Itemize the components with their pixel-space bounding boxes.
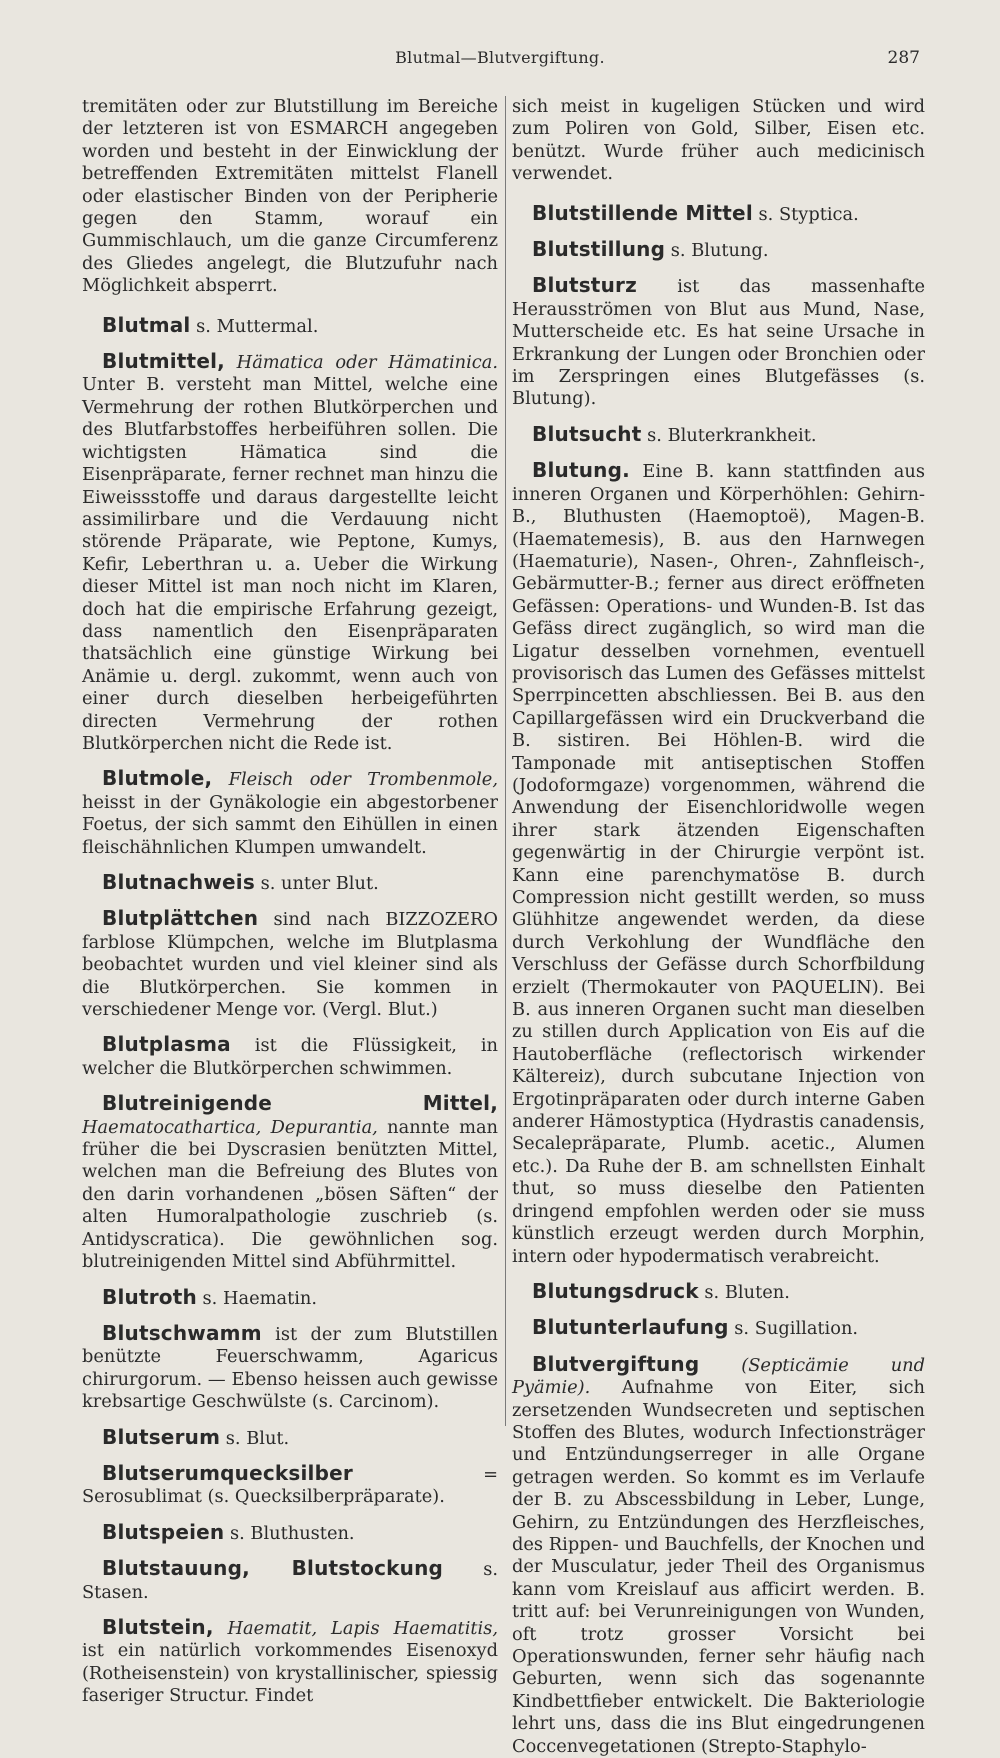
entry-text: s. Blut. xyxy=(220,1427,290,1449)
left-column xyxy=(82,96,499,1707)
entry-blutunterlaufung xyxy=(512,1316,925,1340)
entry-blutnachweis xyxy=(82,871,498,895)
entry-text: s. Bluthusten. xyxy=(224,1522,355,1544)
entry-text: ist ein natürlich vorkommendes Eisenoxyd (Rotheisenstein) von krystallinischer, spiessig faseriger Structur. Findet xyxy=(82,1640,498,1707)
entry-blutstillung xyxy=(512,238,925,262)
entry-keyword: Blutroth xyxy=(102,1284,197,1309)
entry-text: sind nach BIZZOZERO farblose Klümpchen, welche im Blutplasma beobachtet wurden und viel kleiner sind als die Blutkörperchen. Sie kommen in verschiedener Menge vor. (Vergl. Blut.) xyxy=(82,909,498,1021)
entry-text: ist die Flüssigkeit, in welcher die Blutkörperchen schwimmen. xyxy=(82,1035,498,1079)
entry-keyword: Blutplättchen xyxy=(102,906,259,931)
entry-text: ist der zum Blutstillen benützte Feuerschwamm, Agaricus chirurgorum. — Ebenso heissen auch gewisse krebsartige Geschwülste (s. Carcinom). xyxy=(82,1323,498,1413)
running-header xyxy=(80,48,920,72)
entry-blutmal xyxy=(82,314,498,338)
header-title: Blutmal—Blutvergiftung. xyxy=(395,48,605,67)
entry-text: Unter B. versteht man Mittel, welche eine Vermehrung der rothen Blutkörperchen und des Blutfarbstoffes herbeiführen sollen. Die wichtigsten Hämatica sind die Eisenpräparate, ferner rechnet man hinzu die Eiweissstoffe und daraus dargestellte leicht assimilirbare und die Verdauung nicht störende Präparate, wie Peptone, Kumys, Kefir, Leberthran u. a. Ueber die Wirkung dieser Mittel ist man noch nicht im Klaren, doch hat die empirische Erfahrung gezeigt, dass namentlich den Eisenpräparaten thatsächlich eine günstige Wirkung bei Anämie u. dergl. zukommt, wenn auch von einer durch dieselben herbeigeführten directen Vermehrung der rothen Blutkörperchen nicht die Rede ist. xyxy=(82,374,498,754)
right-column xyxy=(512,96,925,1757)
entry-keyword: Blutnachweis xyxy=(102,870,255,894)
entry-keyword: Blutstein, xyxy=(102,1614,214,1639)
entry-keyword: Blutsturz xyxy=(532,273,637,298)
entry-text: s. Haematin. xyxy=(196,1287,318,1309)
entry-text: Eine B. kann stattfinden aus inneren Organen und Körperhöhlen: Gehirn-B., Bluthusten (Haemoptoë), Magen-B. (Haematemesis), B. aus den Harnwegen (Haematurie), Nasen-, Ohren-, Zahnfleisch-, Gebärmutter-B.; ferner aus direct eröffneten Gefässen: Operations- und Wunden-B. Ist das Gefäss direct zugänglich, so wird man die Ligatur desselben vornehmen, eventuell provisorisch das Lumen des Gefässes mittelst Sperrpincetten abschliessen. Bei B. aus den Capillargefässen wird ein Druckverband die B. sistiren. Bei Höhlen-B. wird die Tamponade mit antiseptischen Stoffen (Jodoformgaze) vorgenommen, während die Anwendung der Eisenchloridwolle wegen ihrer stark ätzenden Eigenschaften gegenwärtig in der Chirurgie verpönt ist. Kann eine parenchymatöse B. durch Compression nicht gestillt werden, so muss Glühhitze angewendet werden, da diese durch Verkohlung der Wundfläche den Verschluss der Gefässe durch Schorfbildung erzielt (Thermokauter von PAQUELIN). Bei B. aus inneren Organen sucht man dieselben zu stillen durch Application von Eis auf die Hautoberfläche (reflectorisch wirkender Kältereiz), durch subcutane Injection von Ergotinpräparaten oder durch interne Gaben anderer Hämostyptica (Hydrastis canadensis, Secalepräparate, Plumb. acetic., Alumen etc.). Da Ruhe der B. am schnellsten Einhalt thut, so muss dieselbe den Patienten dringend empfohlen werden oder sie muss künstlich erzeugt werden durch Morphin, intern oder hypodermatisch verabreicht. xyxy=(512,461,925,1267)
entry-keyword: Blutstillung xyxy=(532,237,666,262)
entry-blutroth xyxy=(82,1286,498,1310)
page-number: 287 xyxy=(887,48,920,68)
entry-text: Aufnahme von Eiter, sich zersetzenden Wundsecreten und septischen Stoffen des Blutes, wodurch Infectionsträger und Entzündungserreger in alle Organe getragen werden. So kommt es im Verlaufe der B. zu Abscessbildung in Leber, Lunge, Gehirn, zu Entzündungen des Herzfleisches, des Rippen- und Bauchfells, der Knochen und der Musculatur, jeder Theil des Organismus kann vom Kreislauf aus afficirt werden. B. tritt auf: bei Verunreinigungen von Wunden, oft trotz grosser Vorsicht bei Operationswunden, ferner sehr häufig nach Geburten, wenn sich das sogenannte Kindbettfieber entwickelt. Die Bakteriologie lehrt uns, dass die ins Blut eingedrungenen Coccenvegetationen (Strepto-Staphylo- xyxy=(512,1377,925,1757)
entry-keyword: Blutplasma xyxy=(102,1032,231,1057)
entry-blutplasma xyxy=(82,1033,498,1080)
entry-blutmole xyxy=(82,767,498,859)
entry-text: nannte man früher die bei Dyscrasien benützten Mittel, welchen man die Befreiung des Blutes von den darin vorhandenen „bösen Säften“ der alten Humoralpathologie zuschrieb (s. Antidyscratica). Die gewöhnlichen sog. blutreinigenden Mittel sind Abführmittel. xyxy=(82,1116,499,1273)
entry-keyword: Blutsucht xyxy=(532,421,642,446)
entry-blutstein xyxy=(82,1616,498,1708)
entry-blutstauung xyxy=(82,1557,498,1604)
entry-keyword: Blutungsdruck xyxy=(532,1278,699,1303)
entry-text: s. Blutung. xyxy=(665,240,769,262)
entry-keyword: Blutmole, xyxy=(102,766,213,791)
entry-text: s. Muttermal. xyxy=(190,315,319,337)
entry-blutmittel xyxy=(82,350,498,755)
entry-italic: Haematocathartica, Depurantia, xyxy=(82,1116,378,1138)
entry-blutspeien xyxy=(82,1521,498,1545)
entry-blutsucht xyxy=(512,423,925,447)
entry-keyword: Blutserumquecksilber xyxy=(102,1460,353,1485)
entry-italic: (Septicämie und Pyämie). xyxy=(512,1354,925,1399)
entry-text: = Serosublimat (s. Quecksilberpräparate). xyxy=(82,1463,498,1508)
entry-keyword: Blutvergiftung xyxy=(532,1351,700,1376)
entry-blutreinigende-mittel xyxy=(82,1092,498,1273)
entry-text: heisst in der Gynäkologie ein abgestorbener Foetus, der sich sammt den Eihüllen in einen fleischähnlichen Klumpen umwandelt. xyxy=(82,791,498,858)
entry-blutsturz xyxy=(512,274,925,410)
entry-italic: Haematit, Lapis Haematitis, xyxy=(213,1617,498,1639)
entry-keyword: Blutmittel, xyxy=(102,349,225,374)
entry-keyword: Blutschwamm xyxy=(102,1320,262,1345)
entry-blutung xyxy=(512,459,925,1268)
entry-keyword: Blutserum xyxy=(102,1424,221,1449)
entry-keyword: Blutmal xyxy=(102,312,191,337)
entry-blutstillende-mittel xyxy=(512,202,925,226)
entry-text: s. unter Blut. xyxy=(254,873,379,894)
entry-blutungsdruck xyxy=(512,1280,925,1304)
entry-blutvergiftung xyxy=(512,1353,925,1758)
entry-blutserumquecksilber xyxy=(82,1462,498,1509)
entry-keyword: Blutspeien xyxy=(102,1519,225,1544)
entry-text: s. Bluten. xyxy=(698,1281,790,1303)
entry-text: s. Bluterkrankheit. xyxy=(641,424,817,446)
continuation-paragraph: tremitäten oder zur Blutstillung im Bereiche der letzteren ist von ESMARCH angegeben worden und besteht in der Einwicklung der betreffenden Extremitäten mittelst Flanell oder elastischer Binden von der Peripherie gegen den Stamm, worauf ein Gummischlauch, um die ganze Circumferenz des Gliedes angelegt, die Blutzufuhr nach Möglichkeit absperrt. xyxy=(82,96,498,297)
entry-keyword: Blutstauung, Blutstockung xyxy=(102,1556,444,1581)
entry-keyword: Blutreinigende Mittel, xyxy=(102,1091,498,1116)
column-divider xyxy=(505,96,506,1426)
entry-text: s. Sugillation. xyxy=(728,1318,859,1340)
entry-keyword: Blutstillende Mittel xyxy=(532,200,753,225)
entry-text: ist das massenhafte Herausströmen von Blut aus Mund, Nase, Mutterscheide etc. Es hat seine Ursache in Erkrankung der Lungen oder Bronchien oder im Zerspringen eines Blutgefässes (s. Blutung). xyxy=(512,276,925,410)
continuation-paragraph: sich meist in kugeligen Stücken und wird zum Poliren von Gold, Silber, Eisen etc. benützt. Wurde früher auch medicinisch verwendet. xyxy=(512,96,925,185)
entry-blutserum xyxy=(82,1426,498,1450)
entry-text: s. Stasen. xyxy=(82,1559,498,1603)
entry-keyword: Blutung. xyxy=(532,458,630,483)
entry-italic: Hämatica oder Hämatinica. xyxy=(224,352,498,374)
entry-blutplaettchen xyxy=(82,907,498,1021)
entry-text: s. Styptica. xyxy=(752,203,859,225)
entry-blutschwamm xyxy=(82,1322,498,1414)
entry-keyword: Blutunterlaufung xyxy=(532,1315,729,1340)
entry-italic: Fleisch oder Trombenmole, xyxy=(212,769,498,791)
